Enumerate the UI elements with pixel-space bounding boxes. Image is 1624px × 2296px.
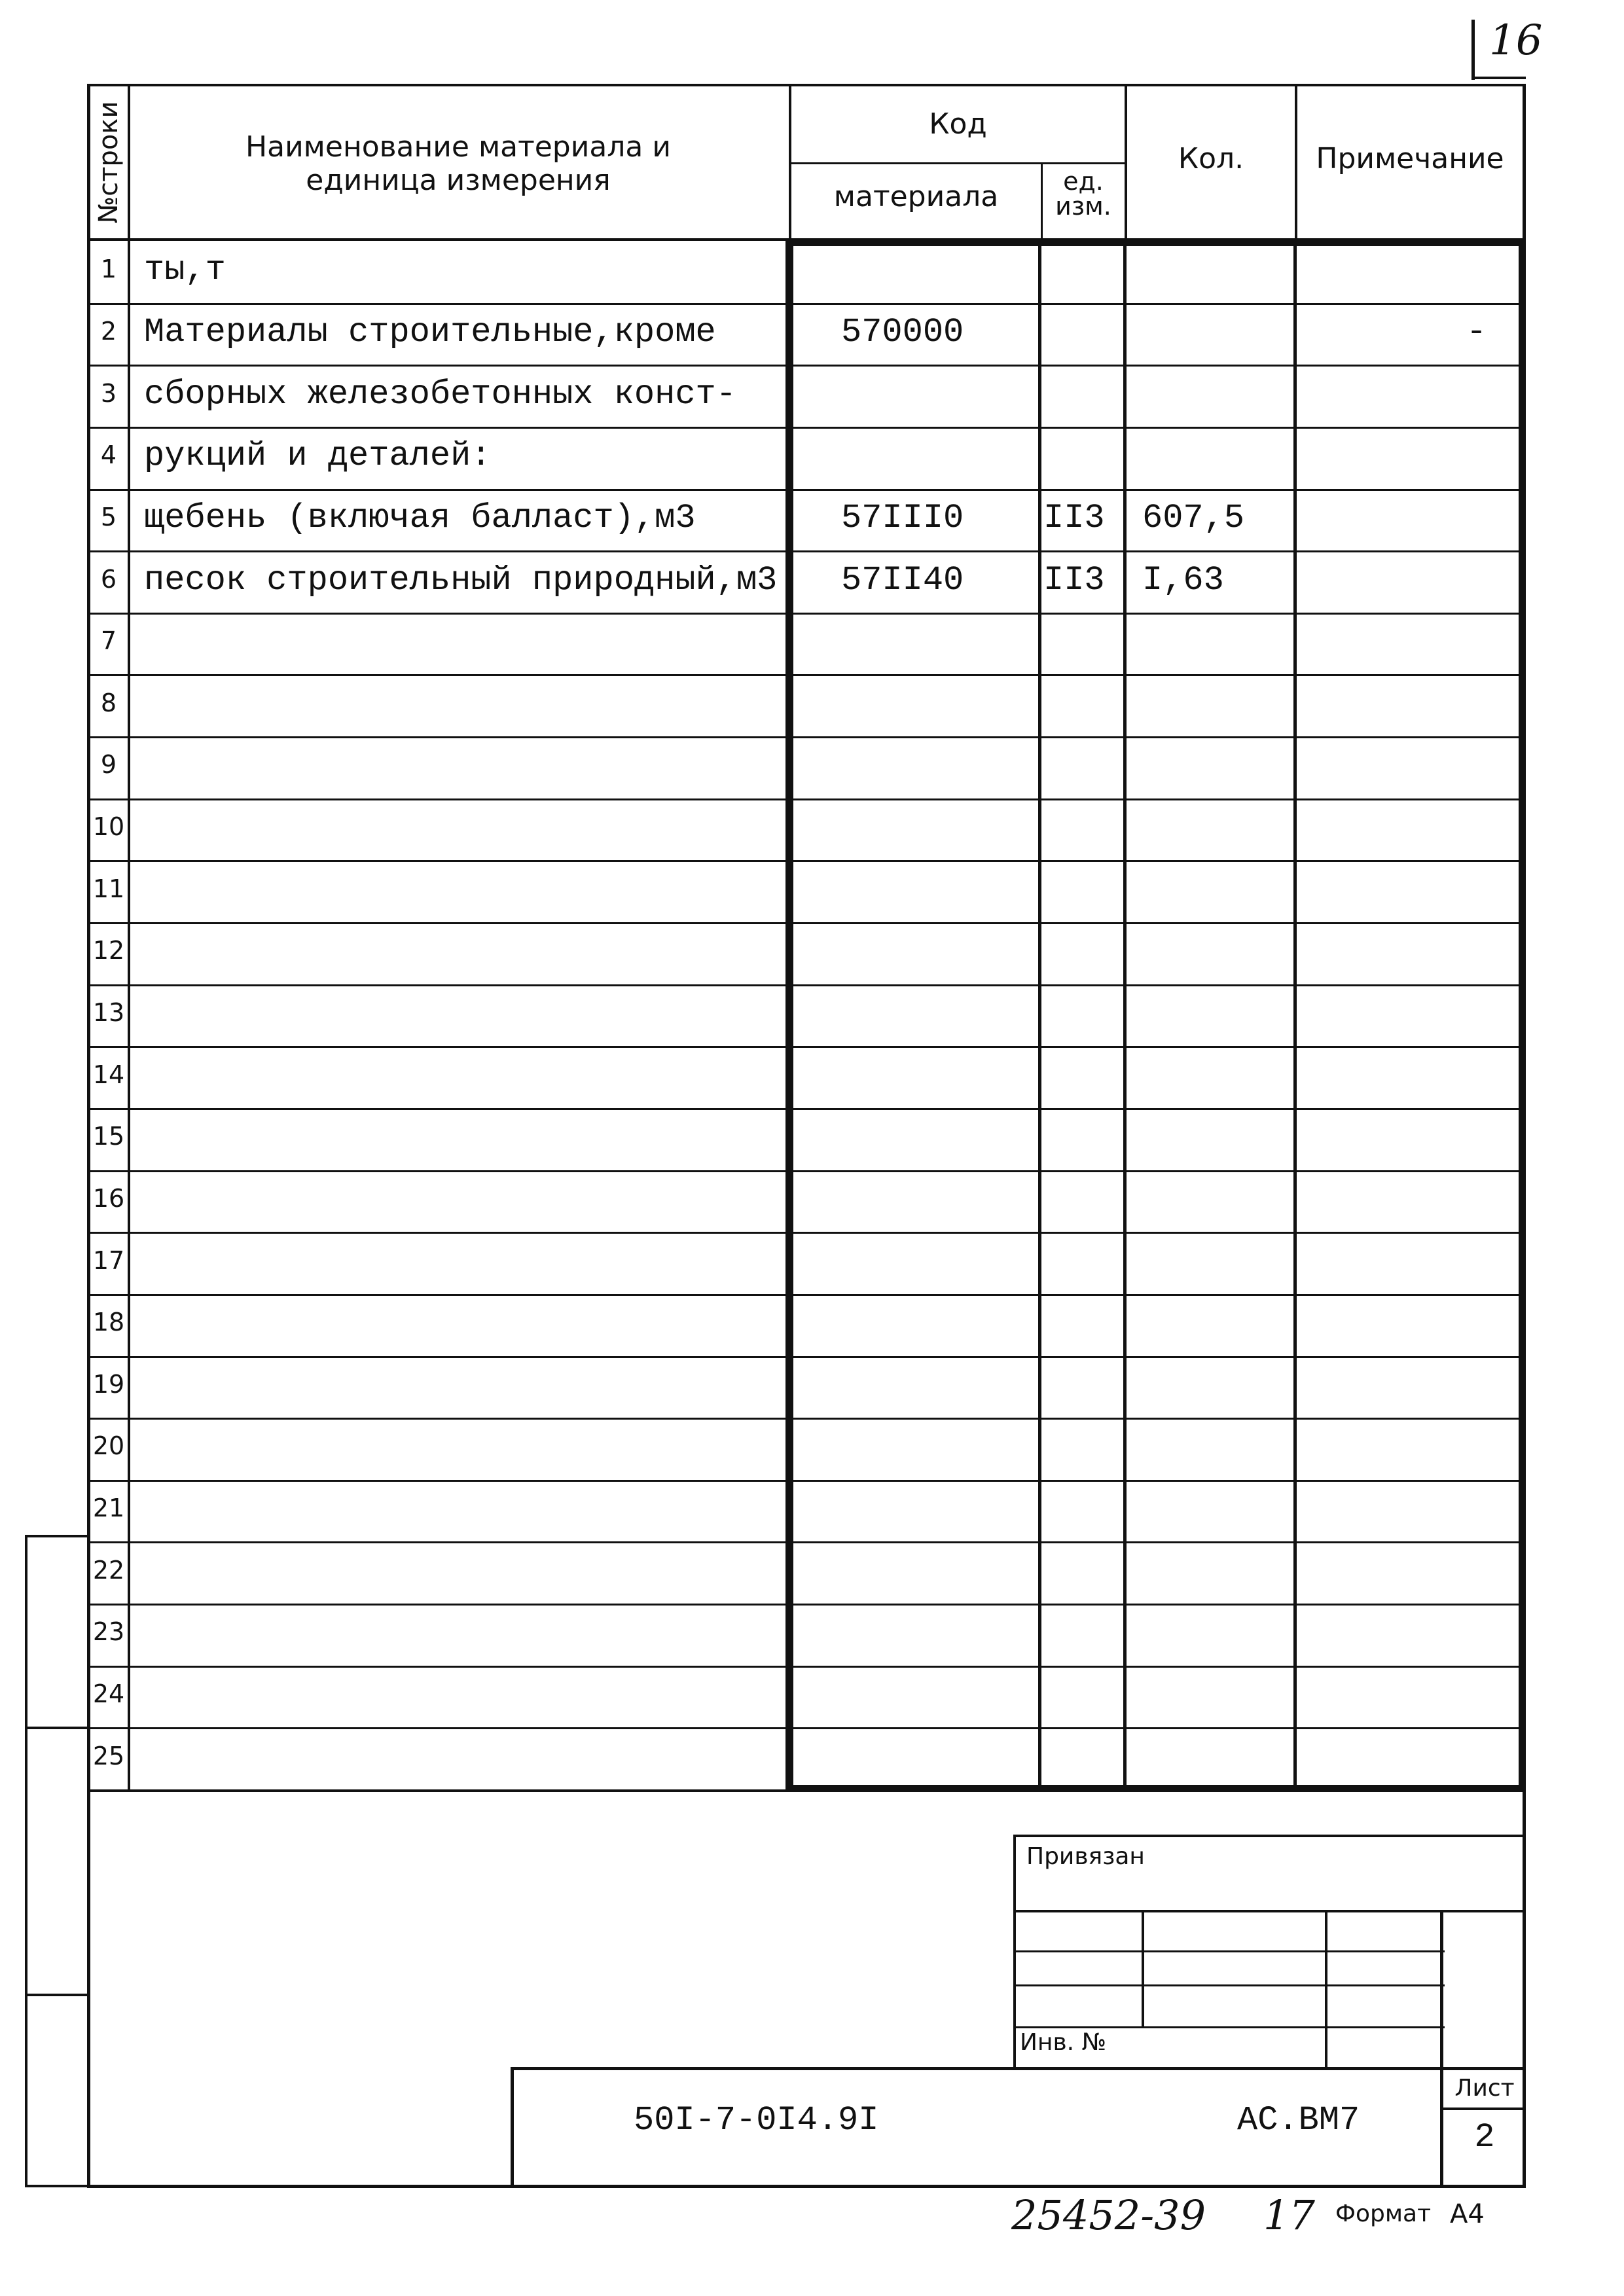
stamp-border	[1013, 1984, 1445, 1986]
code-header: Код	[929, 107, 987, 141]
col-note-left	[1293, 238, 1297, 1792]
row-divider	[792, 860, 1520, 862]
order-suffix: 17	[1263, 2191, 1315, 2239]
row-number: 9	[100, 750, 117, 779]
row-divider	[792, 1727, 1520, 1729]
row-divider	[87, 1666, 787, 1668]
qty-header: Кол.	[1178, 142, 1244, 175]
name-header: Наименование материала и единица измерения	[245, 130, 671, 197]
row-number: 20	[92, 1431, 125, 1460]
row-number-header	[90, 86, 128, 238]
row-number: 12	[92, 936, 125, 965]
row-divider	[87, 1108, 787, 1110]
row-divider	[87, 736, 787, 738]
binding-strip-border	[25, 1535, 90, 1537]
row-divider	[87, 1232, 787, 1234]
quantity: 607,5	[1142, 499, 1245, 537]
row-number: 6	[100, 565, 117, 594]
row-divider	[792, 1604, 1520, 1605]
format-value: А4	[1450, 2199, 1485, 2229]
row-divider	[87, 1170, 787, 1172]
row-divider	[792, 1541, 1520, 1543]
frame-bottom	[87, 2185, 1526, 2188]
header-divider	[789, 162, 1127, 164]
row-divider	[792, 303, 1520, 305]
binding-strip-border	[25, 2185, 90, 2187]
row-divider	[87, 984, 787, 986]
row-divider	[87, 1727, 787, 1729]
unit-code: II3	[1043, 499, 1105, 537]
stamp-border	[1013, 1950, 1445, 1952]
row-divider	[792, 922, 1520, 924]
row-number: 14	[92, 1060, 125, 1089]
row-divider	[792, 427, 1520, 429]
stamp-border	[1440, 2108, 1526, 2110]
row-divider	[792, 613, 1520, 615]
row-number: 24	[92, 1679, 125, 1708]
order-number: 25452-39	[1011, 2191, 1206, 2239]
stamp-border	[1142, 1910, 1144, 2028]
inv-label: Инв. №	[1020, 2029, 1107, 2056]
row-divider	[87, 365, 787, 367]
row-number: 7	[100, 626, 117, 655]
row-divider	[792, 1480, 1520, 1482]
row-divider	[87, 613, 787, 615]
row-divider	[87, 1418, 787, 1420]
row-number: 23	[92, 1617, 125, 1646]
row-number: 1	[100, 255, 117, 283]
row-divider	[87, 1541, 787, 1543]
row-number: 16	[92, 1184, 125, 1213]
page-number: 16	[1489, 16, 1543, 65]
row-divider	[792, 1046, 1520, 1048]
row-number: 21	[92, 1494, 125, 1522]
material-name: рукций и деталей:	[144, 437, 492, 475]
row-divider	[87, 674, 787, 676]
doc-mark: АС.ВМ7	[1237, 2101, 1360, 2140]
row-divider	[87, 1046, 787, 1048]
row-divider	[792, 984, 1520, 986]
bound-label: Привязан	[1026, 1843, 1145, 1870]
material-code: 57III0	[841, 499, 964, 537]
row-number-header-text: №строки	[94, 101, 124, 224]
row-divider	[792, 798, 1520, 800]
row-divider	[792, 736, 1520, 738]
row-number: 25	[92, 1742, 125, 1770]
row-divider	[792, 1170, 1520, 1172]
stamp-border	[1325, 1910, 1327, 2069]
row-divider	[792, 1294, 1520, 1296]
page-number-mark	[1471, 20, 1475, 80]
stamp-border	[511, 2067, 514, 2188]
material-name: песок строительный природный,м3	[144, 561, 778, 600]
row-number: 11	[92, 874, 125, 903]
row-divider	[792, 1108, 1520, 1110]
row-divider	[87, 303, 787, 305]
quantity: I,63	[1142, 561, 1224, 600]
col-unit-right	[1123, 238, 1127, 1792]
row-number: 15	[92, 1122, 125, 1151]
row-number: 4	[100, 440, 117, 469]
binding-strip-border	[25, 1994, 90, 1996]
row-number: 10	[92, 812, 125, 841]
row-number: 5	[100, 503, 117, 531]
row-divider	[87, 1480, 787, 1482]
unit-code: II3	[1043, 561, 1105, 600]
row-divider	[87, 489, 787, 491]
material-code: 57II40	[841, 561, 964, 600]
row-divider	[87, 427, 787, 429]
row-divider	[792, 1232, 1520, 1234]
stamp-border	[1013, 1910, 1526, 1912]
sheet-number: 2	[1474, 2118, 1495, 2157]
row-divider	[792, 489, 1520, 491]
row-number: 8	[100, 689, 117, 717]
row-divider	[87, 860, 787, 862]
unit-header: ед. изм.	[1055, 167, 1111, 221]
row-number: 22	[92, 1556, 125, 1585]
row-divider	[792, 1356, 1520, 1358]
material-name: сборных железобетонных конст-	[144, 375, 736, 414]
doc-code: 50I-7-0I4.9I	[634, 2101, 879, 2140]
thick-block-top	[785, 238, 1526, 246]
table-bottom-left	[87, 1789, 787, 1792]
stamp-border	[1013, 2026, 1445, 2028]
material-header: материала	[833, 180, 999, 213]
row-number: 19	[92, 1370, 125, 1399]
row-divider	[87, 1604, 787, 1605]
note: -	[1466, 313, 1487, 351]
row-divider	[792, 674, 1520, 676]
row-number: 13	[92, 998, 125, 1027]
top-right-rule	[1471, 77, 1526, 79]
format-label: Формат	[1335, 2200, 1432, 2227]
binding-strip-border	[25, 1535, 27, 2187]
row-divider	[792, 1418, 1520, 1420]
row-divider	[87, 550, 787, 552]
row-number: 2	[100, 317, 117, 346]
binding-strip-border	[25, 1727, 90, 1729]
material-name: щебень (включая балласт),м3	[144, 499, 696, 537]
row-number: 18	[92, 1308, 125, 1336]
thick-block-right	[1519, 238, 1526, 1792]
material-name: Материалы строительные,кроме	[144, 313, 716, 351]
sheet-label: Лист	[1454, 2075, 1515, 2102]
row-divider	[87, 1356, 787, 1358]
row-divider	[87, 1294, 787, 1296]
row-divider	[87, 922, 787, 924]
thick-block-bottom	[785, 1785, 1526, 1792]
header-divider	[128, 84, 130, 1792]
row-number: 3	[100, 379, 117, 408]
stamp-border	[1440, 1910, 1443, 2188]
row-number: 17	[92, 1246, 125, 1275]
row-divider	[792, 550, 1520, 552]
header-divider	[1041, 162, 1043, 241]
col-unit-left	[1038, 238, 1041, 1792]
stamp-border	[511, 2067, 1526, 2070]
stamp-border	[1013, 1835, 1526, 1837]
frame-top	[87, 84, 1526, 86]
row-divider	[792, 365, 1520, 367]
material-code: 570000	[841, 313, 964, 351]
material-name: ты,т	[144, 251, 226, 289]
thick-block-left	[785, 238, 793, 1792]
row-divider	[792, 1666, 1520, 1668]
row-divider	[87, 798, 787, 800]
note-header: Примечание	[1316, 142, 1504, 175]
